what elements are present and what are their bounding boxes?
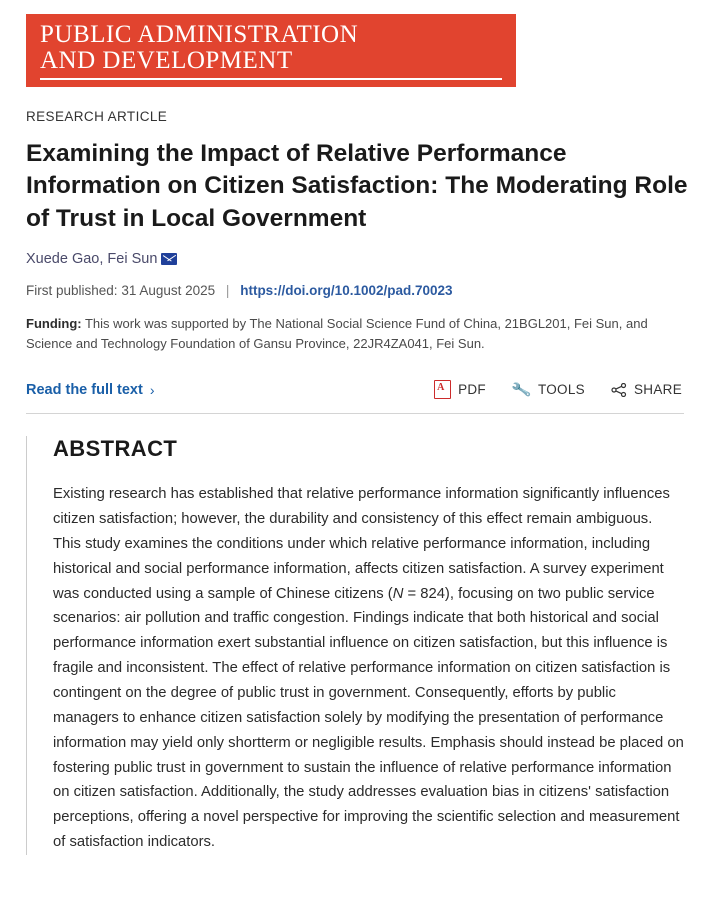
abstract-heading: ABSTRACT — [53, 436, 178, 462]
journal-banner-rule — [40, 78, 502, 80]
author-names: Xuede Gao, Fei Sun — [26, 250, 158, 267]
abstract-part-1: Existing research has established that relative performance information significantly influences citizen satisfaction; however, the durability and consistency of this effect remain ambiguous. This study examines the conditions under which relative performance information, including historical and social performance information, affects citizen satisfaction. A survey experiment was conducted using a sample of Chinese citizens ( — [53, 486, 670, 602]
action-toolbar — [26, 380, 690, 399]
pdf-label: PDF — [458, 382, 486, 398]
journal-banner — [26, 14, 516, 87]
read-full-text-link[interactable] — [26, 382, 155, 398]
envelope-icon[interactable] — [161, 253, 177, 265]
author-list — [26, 251, 690, 267]
publication-separator: | — [225, 282, 230, 298]
wrench-icon: 🔧 — [510, 379, 533, 401]
chevron-right-icon: › — [149, 381, 155, 398]
pdf-button[interactable] — [434, 380, 486, 399]
page-title: Examining the Impact of Relative Performance Information on Citizen Satisfaction: The Moderating Role of Trust in Local Government — [26, 140, 688, 232]
journal-title — [40, 22, 502, 73]
abstract-paragraph — [53, 482, 684, 855]
journal-title-line2: AND DEVELOPMENT — [40, 46, 293, 74]
share-icon — [611, 383, 627, 397]
journal-title-line1: PUBLIC ADMINISTRATION — [40, 21, 359, 48]
abstract-accent-bar — [26, 436, 27, 855]
abstract-sample-value: = 824) — [403, 585, 450, 602]
first-published-date: 31 August 2025 — [121, 282, 216, 298]
doi-link[interactable]: https://doi.org/10.1002/pad.70023 — [240, 282, 453, 298]
abstract-section — [26, 436, 690, 855]
first-published-label: First published: — [26, 282, 118, 298]
article-type-label: RESEARCH ARTICLE — [26, 109, 168, 124]
publication-line — [26, 283, 690, 298]
share-label: SHARE — [633, 382, 682, 398]
abstract-body — [53, 436, 684, 855]
funding-text: This work was supported by The National Social Science Fund of China, 21BGL201, Fei Sun, and Science and Technology Foundation of Gansu Province, 22JR4ZA041, Fei Sun. — [26, 315, 648, 352]
tools-group — [434, 380, 682, 399]
funding-statement — [26, 314, 690, 354]
abstract-sample-symbol: N — [392, 585, 404, 602]
section-divider — [26, 413, 684, 414]
share-button[interactable] — [611, 382, 682, 397]
tools-label: TOOLS — [537, 382, 585, 398]
funding-label: Funding: — [26, 315, 82, 331]
pdf-icon — [434, 380, 451, 399]
read-full-text-label: Read the full text — [26, 381, 143, 398]
tools-button[interactable] — [512, 381, 585, 399]
abstract-part-2: , focusing on two public service scenarios: air pollution and traffic congestion. Findings indicate that both historical and social performance information exert substantial influence on citizen satisfaction, but this influence is fragile and inconsistent. The effect of relative performance information on citizen satisfaction is contingent on the degree of public trust in government. Consequently, efforts by public managers to enhance citizen satisfaction solely by modifying the presentation of performance information may yield only shortterm or negligible results. Emphasis should instead be placed on fostering public trust in government to sustain the influence of relative performance information on citizen satisfaction. Additionally, the study addresses evaluation bias in citizens' satisfaction perceptions, offering a novel perspective for improving the scientific selection and measurement of satisfaction indicators. — [53, 585, 684, 851]
